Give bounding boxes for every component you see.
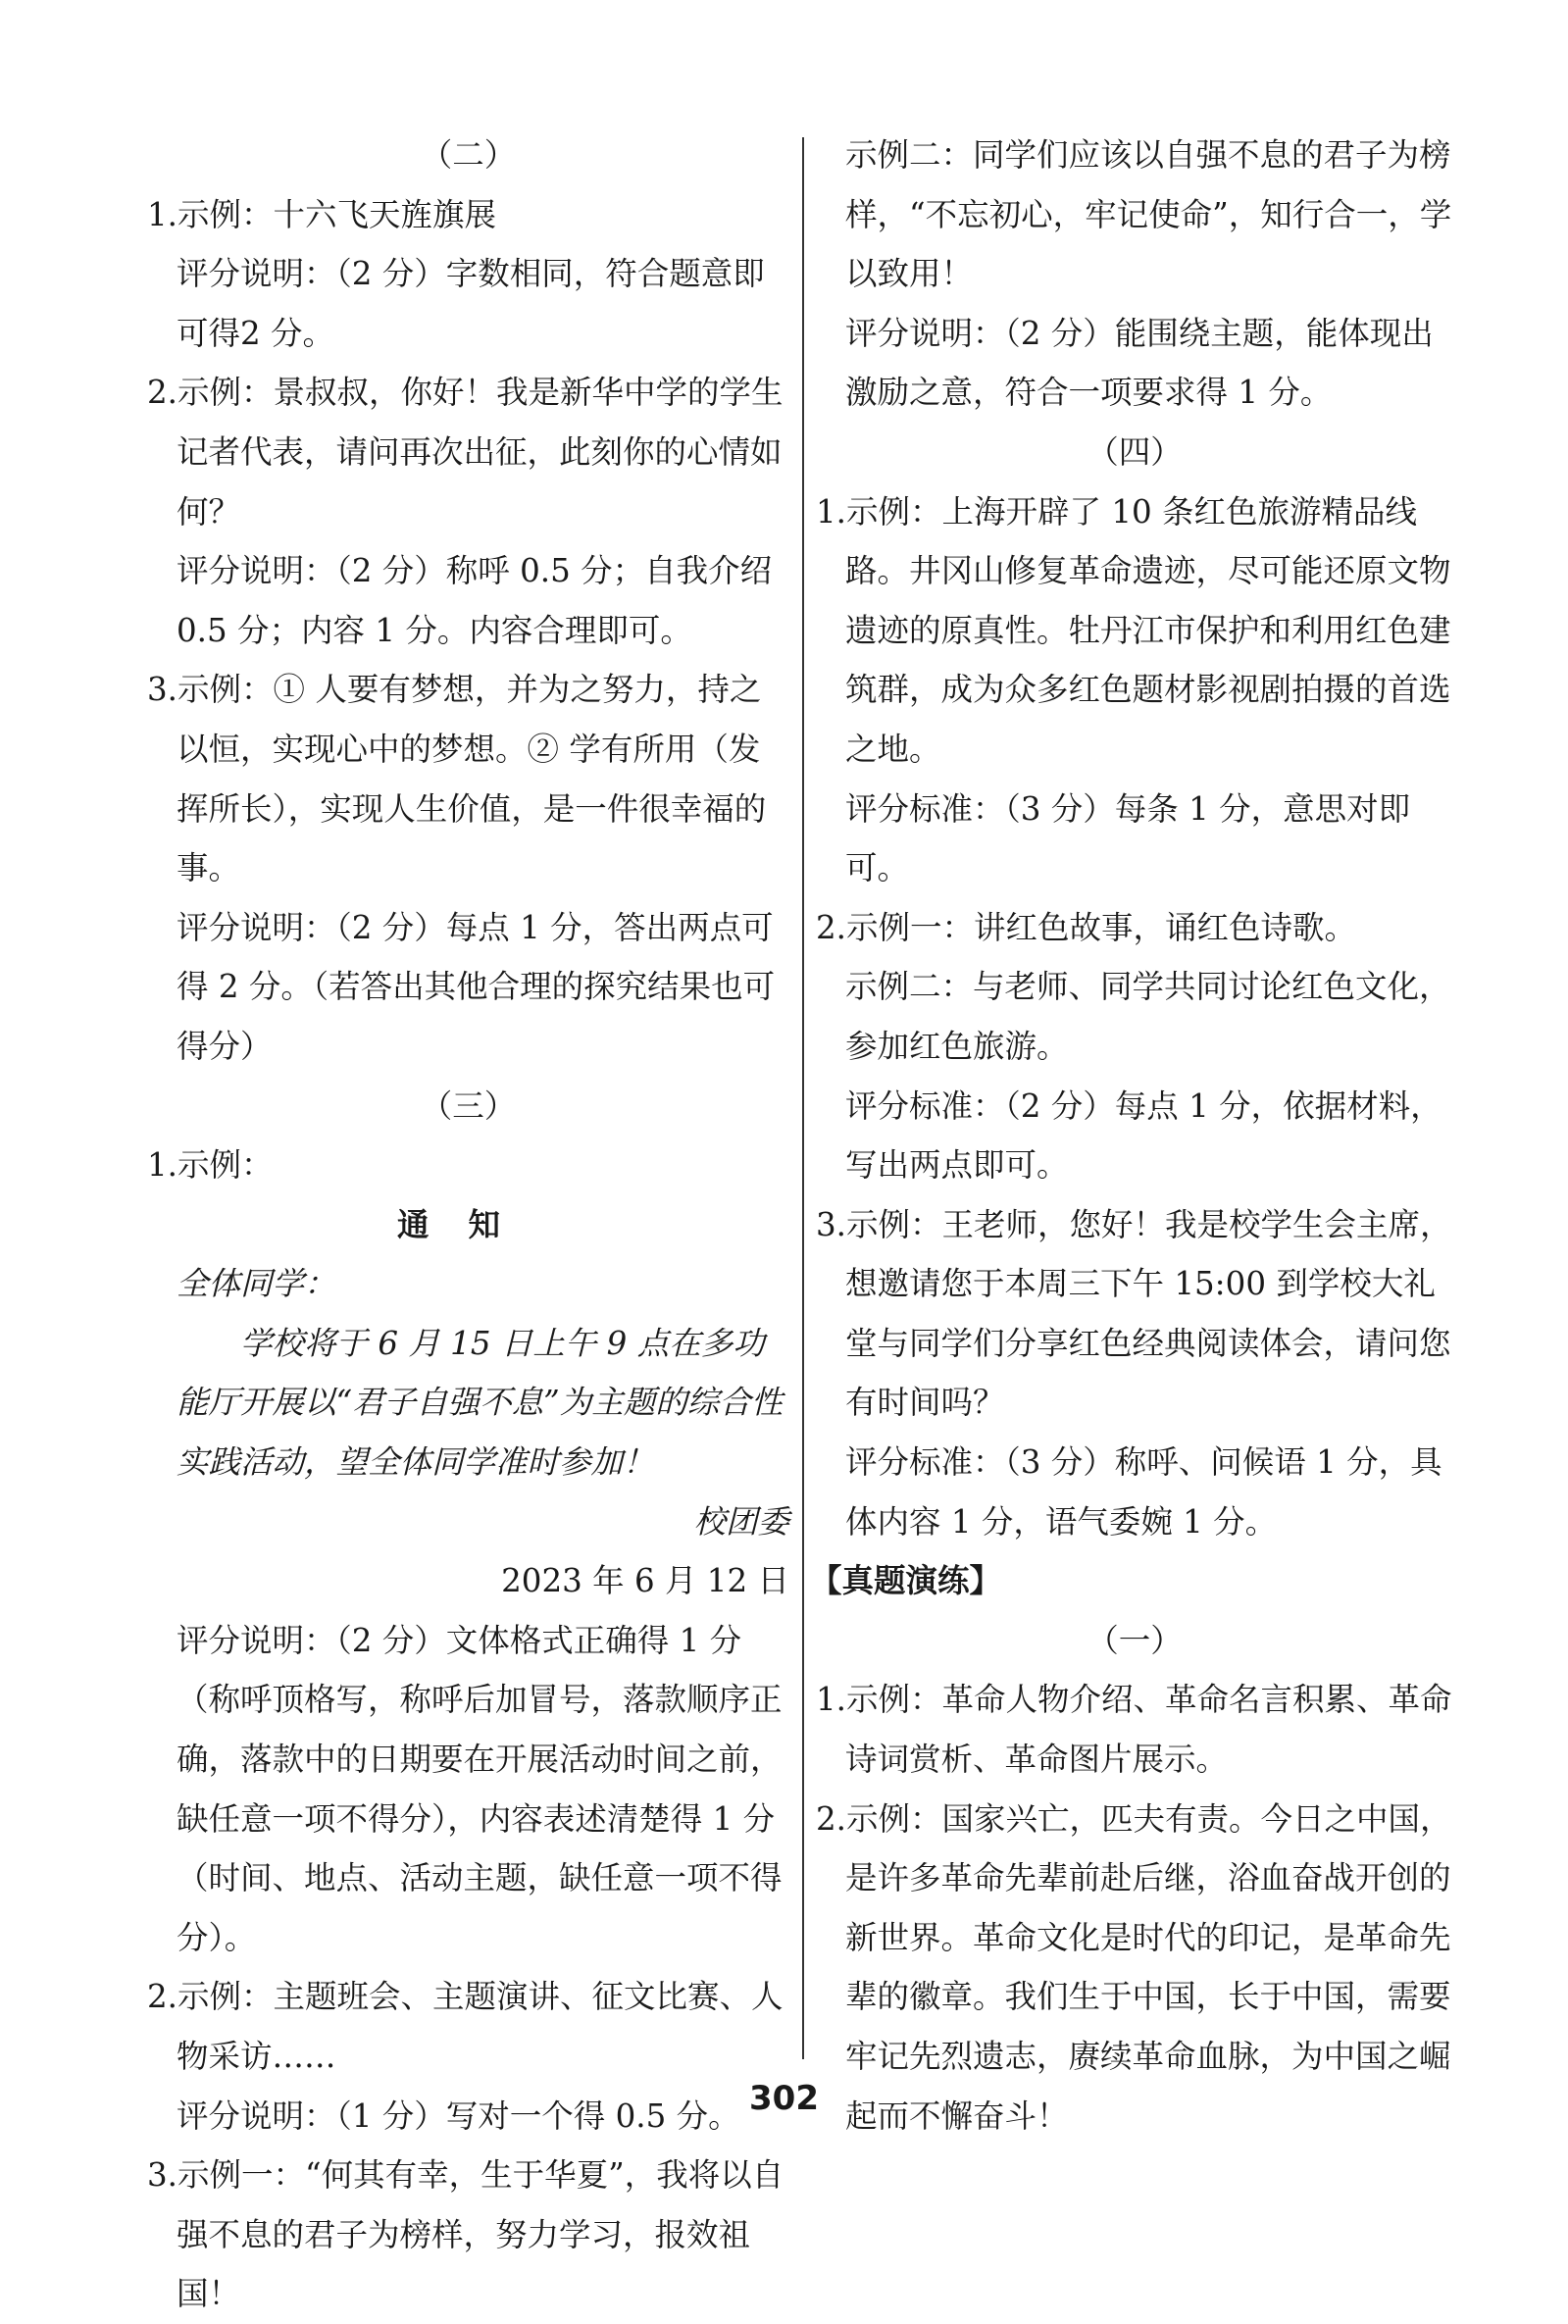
answer-q1: 1.示例：十六飞天旌旗展 (147, 195, 497, 233)
section3-q1-score-note: 评分说明：（2 分）文体格式正确得 1 分（称呼顶格写，称呼后加冒号，落款顺序正确，落款中的日期要在开展活动时间之前，缺任意一项不得分），内容表述清楚得 1 分（时间、地点、活动主题，缺任意一项不得分）。 (177, 1621, 783, 1956)
notice-salutation: 全体同学： (177, 1265, 336, 1303)
score-note-q1: 评分说明：（2 分）字数相同，符合题意即可得2 分。 (177, 255, 765, 352)
section3-q2-answer: 2.示例：主题班会、主题演讲、征文比赛、人物采访…… (147, 1978, 784, 2075)
section4-q3-score-note: 评分标准：（3 分）称呼、问候语 1 分，具体内容 1 分，语气委婉 1 分。 (845, 1443, 1442, 1541)
right-column (810, 126, 1453, 2146)
section4-q3-answer: 3.示例：王老师，您好！我是校学生会主席，想邀请您于本周三下午 15:00 到学校大礼堂与同学们分享红色经典阅读体会，请问您有时间吗？ (816, 1205, 1452, 1422)
notice-date: 2023 年 6 月 12 日 (501, 1562, 789, 1600)
column-divider (802, 137, 804, 2059)
section-heading-4: （四） (1087, 432, 1183, 471)
section3-q3-answer: 3.示例一：“何其有幸，生于华夏”，我将以自强不息的君子为榜样，努力学习，报效祖国！ (147, 2156, 784, 2313)
section-heading-3: （三） (420, 1086, 517, 1125)
section4-q2-answer: 2.示例一：讲红色故事，诵红色诗歌。 (816, 908, 1357, 946)
section4-q2-example2: 示例二：与老师、同学共同讨论红色文化，参加红色旅游。 (845, 968, 1451, 1065)
notice-body: 学校将于 6 月 15 日上午 9 点在多功能厅开展以“君子自强不息”为主题的综合性实践活动，望全体同学准时参加！ (177, 1324, 784, 1482)
practice-heading-1: （一） (1087, 1621, 1183, 1659)
section3-q1-label: 1.示例： (147, 1146, 274, 1185)
left-column (147, 126, 789, 2324)
section4-q2-score-note: 评分标准：（2 分）每点 1 分，依据材料，写出两点即可。 (845, 1086, 1442, 1185)
notice-title: 通知 (396, 1205, 539, 1243)
section3-q3-score-note: 评分说明：（2 分）能围绕主题，能体现出激励之意，符合一项要求得 1 分。 (845, 314, 1434, 412)
section3-q2-score-note: 评分说明：（1 分）写对一个得 0.5 分。 (177, 2097, 740, 2135)
practice-section-tag: 【真题演练】 (810, 1562, 1002, 1600)
section3-q3-example2: 示例二：同学们应该以自强不息的君子为榜样，“不忘初心，牢记使命”，知行合一，学以致用！ (845, 136, 1452, 293)
section4-q1-answer: 1.示例：上海开辟了 10 条红色旅游精品线路。井冈山修复革命遗迹，尽可能还原文物遗迹的原真性。牡丹江市保护和利用红色建筑群，成为众多红色题材影视剧拍摄的首选之地。 (816, 492, 1451, 768)
score-note-q2: 评分说明：（2 分）称呼 0.5 分；自我介绍 0.5 分；内容 1 分。内容合理即可。 (177, 552, 773, 649)
section-heading-2: （二） (420, 136, 517, 174)
answer-q2: 2.示例：景叔叔，你好！我是新华中学的学生记者代表，请问再次出征，此刻你的心情如何？ (147, 374, 784, 530)
practice1-q2-answer: 2.示例：国家兴亡，匹夫有责。今日之中国，是许多革命先辈前赴后继，浴血奋战开创的新世界。革命文化是时代的印记，是革命先辈的徽章。我们生于中国，长于中国，需要牢记先烈遗志，赓续革命血脉，为中国之崛起而不懈奋斗！ (816, 1799, 1452, 2135)
section4-q1-score-note: 评分标准：（3 分）每条 1 分，意思对即可。 (845, 789, 1411, 887)
answer-q3: 3.示例：① 人要有梦想，并为之努力，持之以恒，实现心中的梦想。② 学有所用（发挥所长），实现人生价值，是一件很幸福的事。 (147, 671, 767, 887)
page-number: 302 (749, 2079, 819, 2118)
score-note-q3: 评分说明：（2 分）每点 1 分，答出两点可得 2 分。（若答出其他合理的探究结果也可得分） (177, 908, 776, 1065)
notice-signature: 校团委 (693, 1502, 789, 1541)
practice1-q1-answer: 1.示例：革命人物介绍、革命名言积累、革命诗词赏析、革命图片展示。 (816, 1681, 1452, 1779)
